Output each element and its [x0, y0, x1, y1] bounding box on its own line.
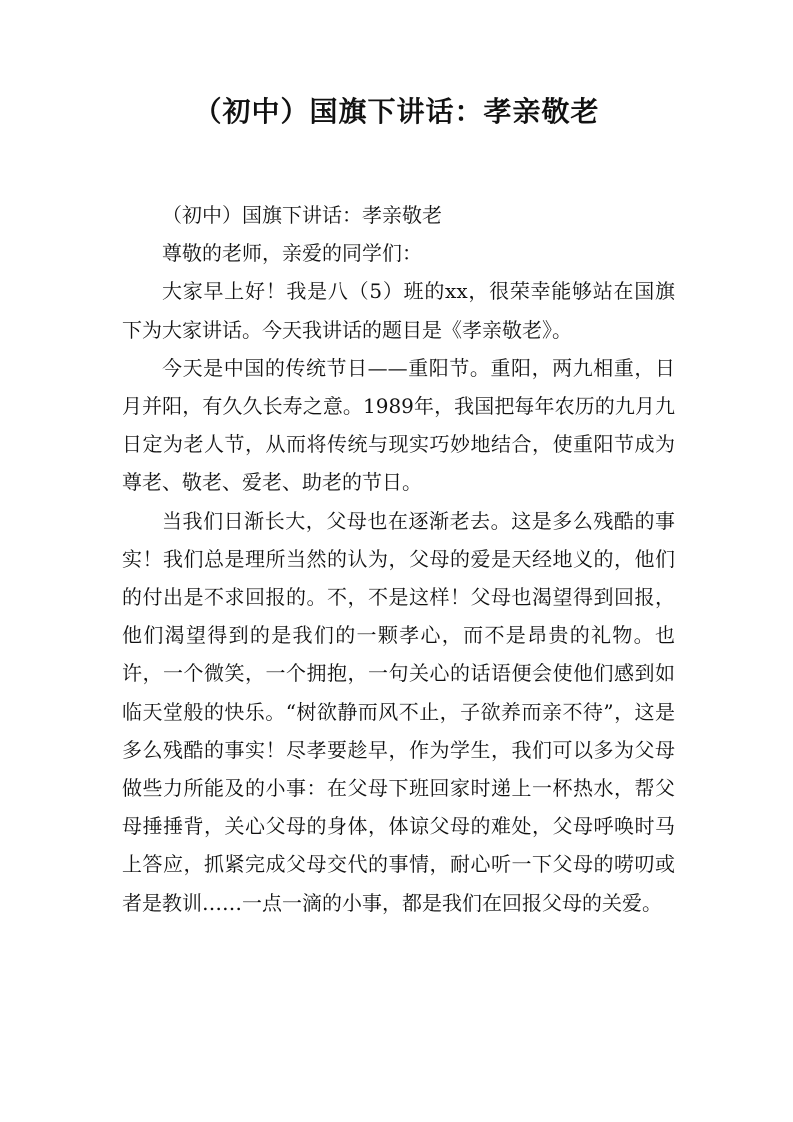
body-paragraph-greeting: 大家早上好！我是八（5）班的xx，很荣幸能够站在国旗下为大家讲话。今天我讲话的题目是《孝亲敬老》。 [122, 279, 675, 342]
body-paragraph-filial-piety: 当我们日渐长大，父母也在逐渐老去。这是多么残酷的事实！我们总是理所当然的认为，父母的爱是天经地义的，他们的付出是不求回报的。不，不是这样！父母也渴望得到回报，他们渴望得到的是我们的一颗孝心，而不是昂贵的礼物。也许，一个微笑，一个拥抱，一句关心的话语便会使他们感到如临天堂般的快乐。“树欲静而风不止，子欲养而亲不待”，这是多么残酷的事实！尽孝要趁早，作为学生，我们可以多为父母做些力所能及的小事：在父母下班回家时递上一杯热水，帮父母捶捶背，关心父母的身体，体谅父母的难处，父母呼唤时马上答应，抓紧完成父母交代的事情，耐心听一下父母的唠叨或者是教训……一点一滴的小事，都是我们在回报父母的关爱。 [122, 508, 675, 915]
body-paragraph-chongyang: 今天是中国的传统节日——重阳节。重阳，两九相重，日月并阳，有久久长寿之意。1989年，我国把每年农历的九月九日定为老人节，从而将传统与现实巧妙地结合，使重阳节成为尊老、敬老、爱老、助老的节日。 [122, 355, 675, 495]
document-body [122, 196, 675, 922]
document-title: （初中）国旗下讲话：孝亲敬老 [193, 95, 600, 128]
body-paragraph-heading: （初中）国旗下讲话：孝亲敬老 [162, 203, 442, 227]
body-paragraph-salutation: 尊敬的老师，亲爱的同学们： [162, 241, 422, 266]
